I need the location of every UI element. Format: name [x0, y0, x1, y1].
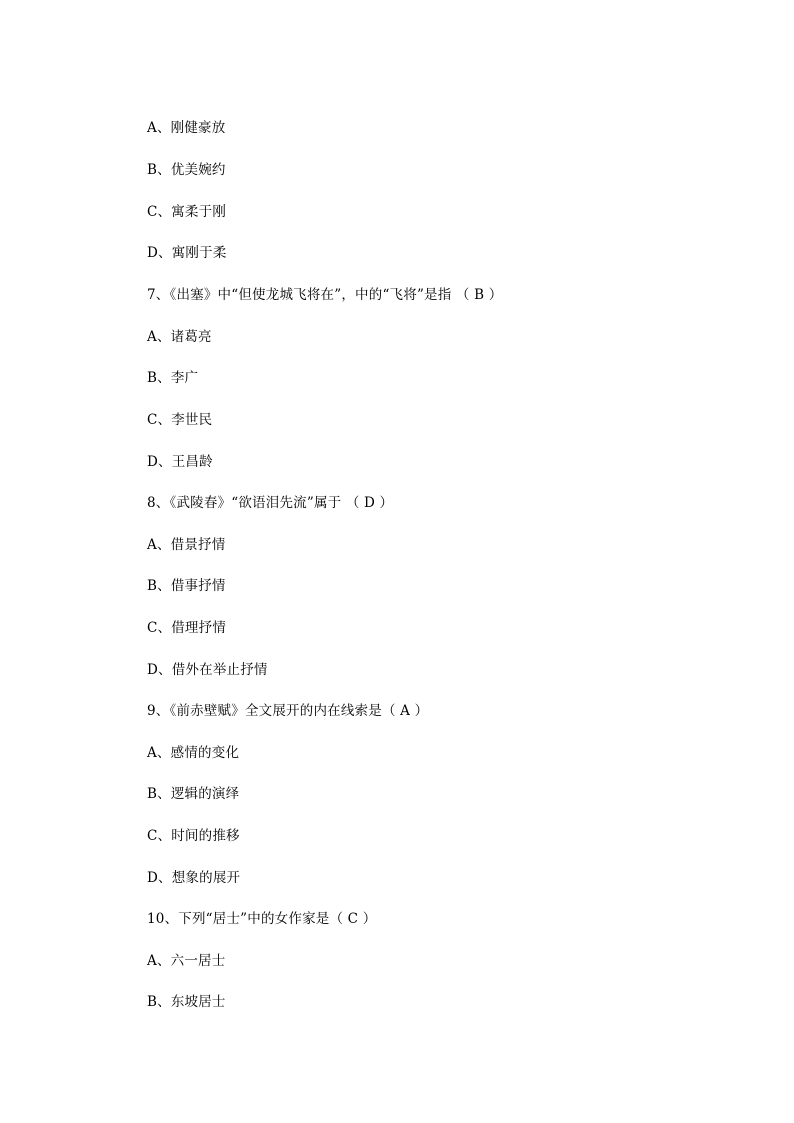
question-line: 10、下列“居士”中的女作家是（ C ） [147, 911, 377, 927]
option-line: A、借景抒情 [147, 537, 226, 553]
option-line: A、刚健豪放 [147, 120, 226, 136]
option-line: B、逻辑的演绎 [147, 786, 240, 802]
question-line: 9、《前赤壁赋》全文展开的内在线索是（ A ） [147, 703, 429, 719]
option-line: D、借外在举止抒情 [147, 662, 268, 678]
option-line: C、寓柔于刚 [147, 204, 227, 220]
option-line: D、想象的展开 [147, 870, 241, 886]
option-line: A、感情的变化 [147, 745, 240, 761]
question-line: 7、《出塞》中“但使龙城飞将在”，中的“飞将”是指 （ B ） [147, 287, 503, 303]
option-line: D、寓刚于柔 [147, 245, 227, 261]
question-line: 8、《武陵春》“欲语泪先流”属于 （ D ） [147, 495, 394, 511]
option-line: A、诸葛亮 [147, 329, 212, 345]
option-line: D、王昌龄 [147, 454, 213, 470]
option-line: C、借理抒情 [147, 620, 227, 636]
option-line: B、优美婉约 [147, 162, 226, 178]
option-line: B、李广 [147, 370, 199, 386]
option-line: C、时间的推移 [147, 828, 240, 844]
option-line: A、六一居士 [147, 953, 226, 969]
option-line: B、借事抒情 [147, 578, 226, 594]
option-line: B、东坡居士 [147, 994, 226, 1010]
option-line: C、李世民 [147, 412, 213, 428]
